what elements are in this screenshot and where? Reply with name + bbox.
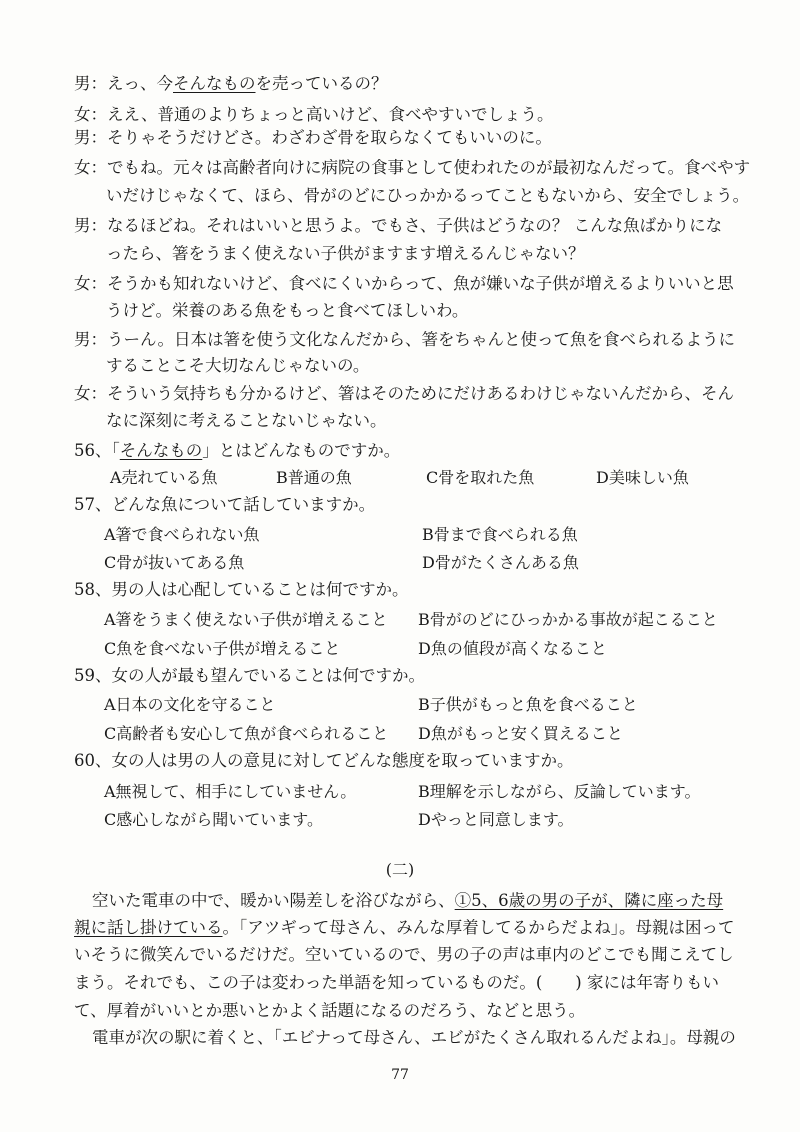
speaker-label: 男：: [74, 216, 107, 235]
q60-option-b: B理解を示しながら、反論しています。: [418, 782, 701, 801]
q58-option-d: D魚の値段が高くなること: [418, 639, 607, 658]
dialogue-line-6-cont: うけど。栄養のある魚をもっと食べてほしいわ。: [106, 301, 469, 320]
q59-option-a: A日本の文化を守ること: [104, 695, 276, 714]
passage-line-3: いそうに微笑んでいるだけだ。空いているので、男の子の声は車内のどこでも聞こえてし: [74, 945, 734, 964]
passage-line-5: て、厚着がいいとか悪いとかよく話題になるのだろう、などと思う。: [74, 1001, 586, 1020]
dialogue-line-7: 男：うーん。日本は箸を使う文化なんだから、箸をちゃんと使って魚を食べられるように: [74, 330, 735, 349]
underlined-phrase: ①5、6歳の男の子が、隣に座った母: [454, 891, 724, 910]
dialogue-line-7-cont: することこそ大切なんじゃないの。: [106, 356, 370, 375]
q59-option-c: C高齢者も安心して魚が食べられること: [104, 724, 389, 743]
speaker-label: 女：: [74, 384, 107, 403]
q58-option-b: B骨がのどにひっかかる事故が起こること: [418, 610, 718, 629]
q59-option-b: B子供がもっと魚を食べること: [418, 695, 638, 714]
passage-line-4: まう。それでも、この子は変わった単語を知っているものだ。( ) 家には年寄りもい: [74, 973, 719, 992]
q57-option-c: C骨が抜いてある魚: [104, 553, 245, 572]
q58-option-c: C魚を食べない子供が増えること: [104, 639, 341, 658]
q56-option-a: A売れている魚: [110, 468, 218, 487]
q60-option-a: A無視して、相手にしていません。: [104, 782, 357, 801]
question-57: 57、どんな魚について話していますか。: [74, 495, 376, 514]
passage-line-6: 電車が次の駅に着くと、「エビナって母さん、エビがたくさん取れるんだよね」。母親の: [92, 1028, 736, 1047]
question-number: 59、: [74, 666, 112, 685]
q57-option-d: D骨がたくさんある魚: [422, 553, 579, 572]
dialogue-line-1: 男：えっ、今そんなものを売っているの？: [74, 74, 388, 93]
underlined-phrase: そんなもの: [173, 74, 256, 93]
dialogue-line-4: 女：でもね。元々は高齢者向けに病院の食事として使われたのが最初なんだって。食べやす: [74, 158, 751, 177]
question-number: 58、: [74, 580, 112, 599]
question-number: 57、: [74, 495, 112, 514]
q60-option-d: Dやっと同意します。: [418, 810, 574, 829]
passage-line-1: 空いた電車の中で、暖かい陽差しを浴びながら、①5、6歳の男の子が、隣に座った母: [92, 891, 724, 910]
underlined-phrase: そんなもの: [119, 441, 203, 460]
speaker-label: 女：: [74, 274, 107, 293]
q59-option-d: D魚がもっと安く買えること: [418, 724, 623, 743]
q56-option-d: D美味しい魚: [596, 468, 689, 487]
speaker-label: 女：: [74, 105, 107, 124]
q57-option-b: B骨まで食べられる魚: [422, 525, 578, 544]
question-56: 56、「そんなもの」とはどんなものですか。: [74, 441, 401, 460]
question-number: 56、: [74, 441, 112, 460]
dialogue-line-4-cont: いだけじゃなくて、ほら、骨がのどにひっかかるってこともないから、安全でしょう。: [106, 186, 750, 205]
dialogue-line-8-cont: なに深刻に考えることないじゃない。: [106, 411, 387, 430]
question-59: 59、女の人が最も望んでいることは何ですか。: [74, 666, 425, 685]
q56-option-c: C骨を取れた魚: [426, 468, 535, 487]
dialogue-line-3: 男：そりゃそうだけどさ。わざわざ骨を取らなくてもいいのに。: [74, 128, 552, 147]
dialogue-line-6: 女：そうかも知れないけど、食べにくいからって、魚が嫌いな子供が増えるよりいいと思: [74, 274, 734, 293]
q57-option-a: A箸で食べられない魚: [104, 525, 260, 544]
page-number: 77: [391, 1067, 409, 1083]
question-58: 58、男の人は心配していることは何ですか。: [74, 580, 409, 599]
q56-option-b: B普通の魚: [276, 468, 352, 487]
speaker-label: 男：: [74, 330, 107, 349]
speaker-label: 女：: [74, 158, 107, 177]
section-title: (二): [385, 860, 415, 879]
q60-option-c: C感心しながら聞いています。: [104, 810, 323, 829]
passage-line-2: 親に話し掛けている。「アツギって母さん、みんな厚着してるからだよね」。母親は困って: [74, 918, 735, 937]
speaker-label: 男：: [74, 128, 107, 147]
dialogue-line-5-cont: ったら、箸をうまく使えない子供がますます増えるんじゃない？: [106, 244, 585, 263]
question-60: 60、女の人は男の人の意見に対してどんな態度を取っていますか。: [74, 751, 574, 770]
q58-option-a: A箸をうまく使えない子供が増えること: [104, 610, 388, 629]
dialogue-line-2: 女：ええ、普通のよりちょっと高いけど、食べやすいでしょう。: [74, 105, 554, 124]
dialogue-line-8: 女：そういう気持ちも分かるけど、箸はそのためにだけあるわけじゃないんだから、そん: [74, 384, 734, 403]
underlined-phrase: 親に話し掛けている: [74, 918, 223, 937]
speaker-label: 男：: [74, 74, 107, 93]
dialogue-line-5: 男：なるほどね。それはいいと思うよ。でもさ、子供はどうなの？ こんな魚ばかりにな: [74, 216, 723, 235]
question-number: 60、: [74, 751, 112, 770]
